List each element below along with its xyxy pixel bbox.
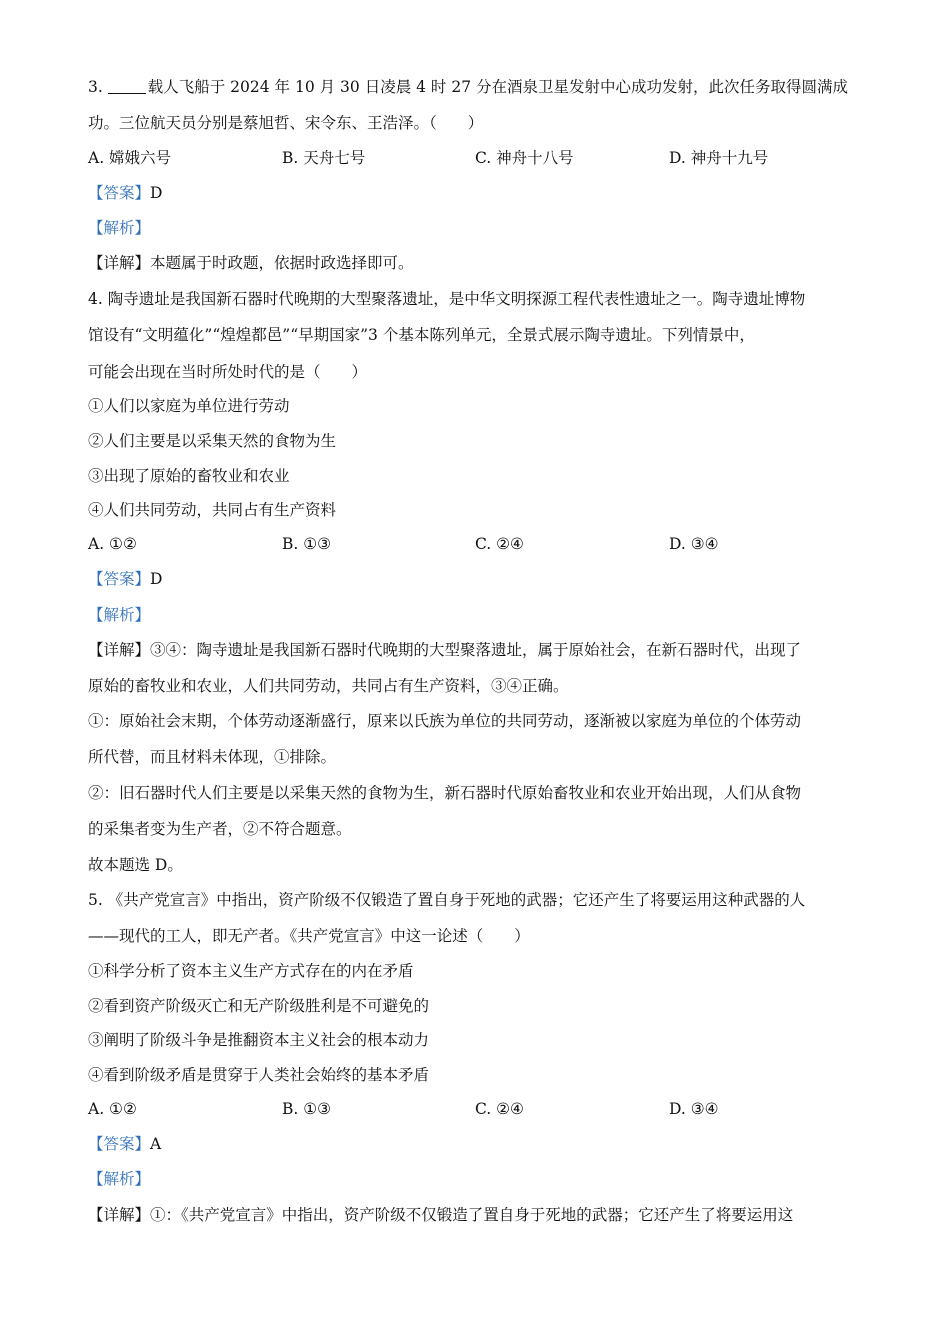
answer-tag: 【答案】 — [88, 184, 151, 202]
q5-answer — [88, 1134, 161, 1154]
q5-answer-value: A — [150, 1135, 162, 1153]
q3-analysis-tag: 【解析】 — [88, 219, 151, 237]
q4-analysis-tag: 【解析】 — [88, 606, 151, 624]
q3-line-2: 功。三位航天员分别是蔡旭哲、宋令东、王浩泽。（ ） — [88, 114, 484, 132]
q4-item-1: ①人们以家庭为单位进行劳动 — [88, 397, 290, 415]
q5-detail-text-1: ①：《共产党宣言》中指出，资产阶级不仅锻造了置自身于死地的武器；它还产生了将要运用这 — [150, 1206, 794, 1224]
q3-line-1 — [88, 77, 848, 97]
q3-answer — [88, 183, 162, 203]
q3-detail — [88, 253, 414, 273]
answer-tag: 【答案】 — [88, 1135, 151, 1153]
q5-option-a: A. ①② — [88, 1100, 137, 1118]
q3-detail-text: 本题属于时政题，依据时政选择即可。 — [150, 254, 414, 272]
q4-detail-line-3: ①：原始社会末期，个体劳动逐渐盛行，原来以氏族为单位的共同劳动，逐渐被以家庭为单位的个体劳动 — [88, 712, 802, 730]
q4-detail-line-2: 原始的畜牧业和农业，人们共同劳动，共同占有生产资料，③④正确。 — [88, 677, 569, 695]
q4-detail-line-7: 故本题选 D。 — [88, 856, 183, 874]
detail-tag: 【详解】 — [88, 641, 151, 659]
q4-option-b: B. ①③ — [282, 535, 332, 553]
q3-option-d: D. 神舟十九号 — [669, 149, 769, 167]
q3-answer-value: D — [150, 184, 163, 202]
detail-tag: 【详解】 — [88, 1206, 151, 1224]
q4-item-3: ③出现了原始的畜牧业和农业 — [88, 467, 290, 485]
q5-option-b: B. ①③ — [282, 1100, 332, 1118]
q5-item-4: ④看到阶级矛盾是贯穿于人类社会始终的基本矛盾 — [88, 1066, 430, 1084]
q4-item-4: ④人们共同劳动，共同占有生产资料 — [88, 501, 337, 519]
q3-text-1: 载人飞船于 2024 年 10 月 30 日凌晨 4 时 27 分在酒泉卫星发射中心成功发射，此次任务取得圆满成 — [147, 78, 848, 96]
answer-tag: 【答案】 — [88, 570, 151, 588]
q5-item-1: ①科学分析了资本主义生产方式存在的内在矛盾 — [88, 962, 414, 980]
q5-item-2: ②看到资产阶级灭亡和无产阶级胜利是不可避免的 — [88, 997, 430, 1015]
q4-item-2: ②人们主要是以采集天然的食物为生 — [88, 432, 337, 450]
q4-option-a: A. ①② — [88, 535, 137, 553]
q5-detail-line-1 — [88, 1205, 793, 1225]
q5-option-d: D. ③④ — [669, 1100, 719, 1118]
q4-line-1: 4. 陶寺遗址是我国新石器时代晚期的大型聚落遗址，是中华文明探源工程代表性遗址之一。陶寺遗址博物 — [88, 290, 806, 308]
q5-line-1: 5. 《共产党宣言》中指出，资产阶级不仅锻造了置自身于死地的武器；它还产生了将要运用这种武器的人 — [88, 891, 806, 909]
detail-tag: 【详解】 — [88, 254, 151, 272]
q4-answer-value: D — [150, 570, 163, 588]
q3-blank — [108, 77, 146, 94]
q4-detail-line-1 — [88, 640, 801, 660]
q3-option-a: A. 嫦娥六号 — [88, 149, 172, 167]
q5-analysis-tag: 【解析】 — [88, 1170, 151, 1188]
q4-answer — [88, 569, 162, 589]
q3-option-c: C. 神舟十八号 — [475, 149, 574, 167]
q4-line-2: 馆设有“文明蕴化”“煌煌都邑”“早期国家”3 个基本陈列单元，全景式展示陶寺遗址。下列情景中， — [88, 326, 755, 344]
q4-option-c: C. ②④ — [475, 535, 524, 553]
q4-line-3: 可能会出现在当时所处时代的是（ ） — [88, 363, 368, 381]
q4-detail-line-5: ②：旧石器时代人们主要是以采集天然的食物为生，新石器时代原始畜牧业和农业开始出现，人们从食物 — [88, 784, 802, 802]
q4-detail-line-4: 所代替，而且材料未体现，①排除。 — [88, 748, 337, 766]
q4-option-d: D. ③④ — [669, 535, 719, 553]
q5-item-3: ③阐明了阶级斗争是推翻资本主义社会的根本动力 — [88, 1031, 430, 1049]
q5-line-2: ——现代的工人，即无产者。《共产党宣言》中这一论述（ ） — [88, 927, 530, 945]
q3-option-b: B. 天舟七号 — [282, 149, 366, 167]
q4-detail-line-6: 的采集者变为生产者，②不符合题意。 — [88, 820, 352, 838]
q4-detail-text-1: ③④：陶寺遗址是我国新石器时代晚期的大型聚落遗址，属于原始社会，在新石器时代，出现了 — [150, 641, 802, 659]
q3-number: 3. — [88, 78, 103, 96]
q5-option-c: C. ②④ — [475, 1100, 524, 1118]
